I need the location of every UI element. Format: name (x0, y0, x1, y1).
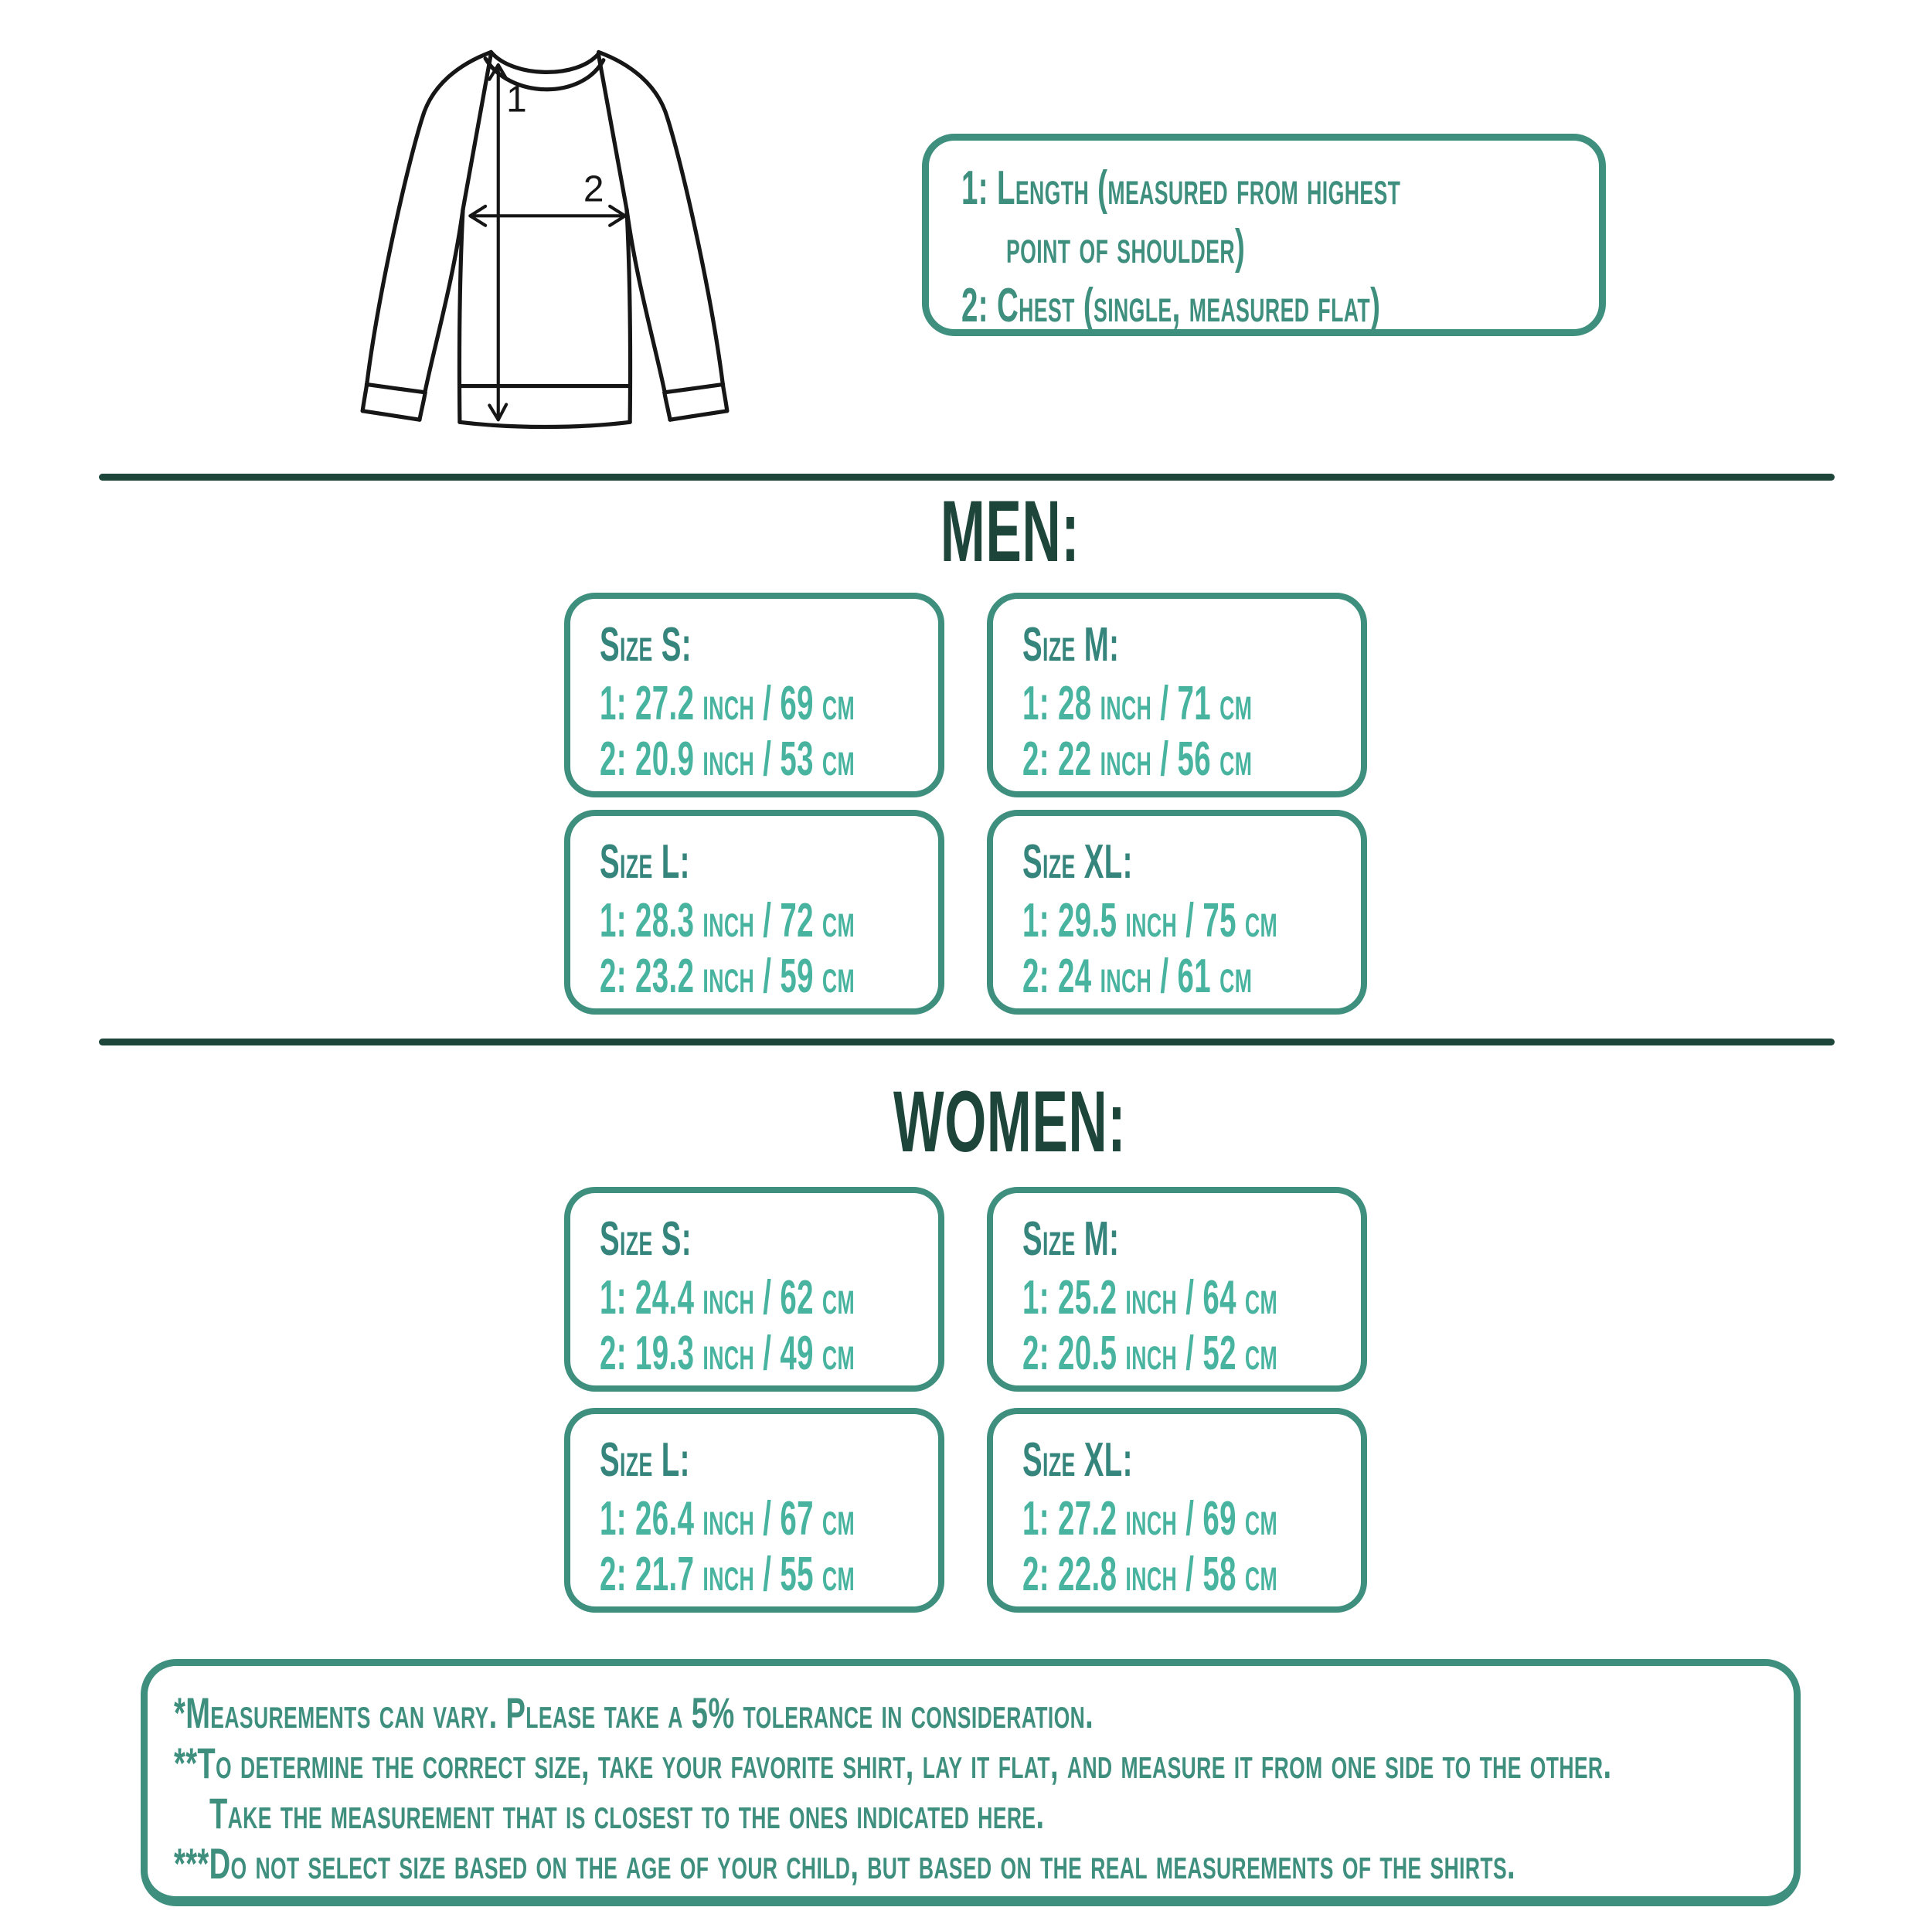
size-label (1022, 1209, 1361, 1270)
footnote-child-age (174, 1838, 1794, 1889)
footnote-child-age-text: ***Do not select size based on the age of your child, but based on the real measurements of the shirts. (174, 1839, 1516, 1888)
shirt-right-cuff-inner-path (665, 393, 670, 420)
size-length-value (600, 676, 938, 732)
shirt-left-cuff-top-path (366, 384, 425, 392)
size-label-text: Size M: (1022, 1212, 1120, 1266)
shirt-diagram (328, 23, 761, 437)
size-length-text: 1: 28 inch / 71 cm (1022, 677, 1253, 730)
size-chest-value (600, 1326, 938, 1382)
size-chest-value (1022, 1326, 1361, 1382)
men-size-m-box (987, 593, 1367, 797)
size-label (1022, 614, 1361, 676)
footnote-closest-measurement-text: Take the measurement that is closest to the ones indicated here. (209, 1789, 1045, 1838)
size-chest-value (1022, 732, 1361, 787)
shirt-hem-path (460, 422, 630, 427)
size-chest-text: 2: 23.2 inch / 59 cm (600, 950, 855, 1003)
size-chest-value (1022, 1547, 1361, 1603)
women-size-s-box (564, 1187, 944, 1392)
size-label (600, 1209, 938, 1270)
size-chest-value (1022, 949, 1361, 1005)
measurement-arrows (470, 65, 624, 420)
shirt-collar-inner-path (491, 52, 598, 72)
length-arrow-label: 1 (506, 79, 527, 121)
size-label (600, 1430, 938, 1491)
size-label (1022, 1430, 1361, 1491)
size-length-value (600, 1491, 938, 1547)
size-chest-value (600, 949, 938, 1005)
size-length-value (600, 1270, 938, 1326)
footnote-determine-size (174, 1738, 1794, 1788)
size-label (1022, 831, 1361, 893)
size-label-text: Size S: (600, 1212, 692, 1266)
shirt-left-cuff-inner-path (420, 393, 425, 420)
size-length-text: 1: 27.2 inch / 69 cm (600, 677, 855, 730)
shirt-right-cuff-outer-path (723, 386, 727, 411)
women-section-divider (99, 1039, 1835, 1045)
measurement-legend (922, 134, 1606, 336)
size-length-text: 1: 26.4 inch / 67 cm (600, 1492, 855, 1545)
size-label-text: Size L: (600, 835, 690, 889)
footnote-tolerance (174, 1688, 1794, 1738)
size-label (600, 614, 938, 676)
size-chest-text: 2: 22.8 inch / 58 cm (1022, 1548, 1278, 1601)
shirt-left-cuff-outer-path (362, 386, 366, 411)
size-chest-text: 2: 22 inch / 56 cm (1022, 733, 1253, 786)
size-label-text: Size M: (1022, 618, 1120, 671)
men-size-s-box (564, 593, 944, 797)
women-size-m-box (987, 1187, 1367, 1392)
size-label (600, 831, 938, 893)
women-section-title (0, 1073, 1932, 1170)
size-label-text: Size L: (600, 1433, 690, 1487)
shirt-right-cuff-top-path (665, 384, 723, 392)
size-label-text: Size XL: (1022, 835, 1133, 889)
men-section-title-text: MEN: (940, 483, 1080, 580)
men-section-title (0, 483, 1932, 580)
shirt-left-sleeve-inner-path (425, 209, 463, 391)
legend-line-2 (961, 218, 1583, 277)
size-length-value (1022, 1491, 1361, 1547)
shirt-raglan-left-path (463, 53, 491, 209)
size-length-text: 1: 29.5 inch / 75 cm (1022, 894, 1278, 947)
men-size-xl-box (987, 810, 1367, 1015)
size-length-text: 1: 24.4 inch / 62 cm (600, 1271, 855, 1324)
size-chest-value (600, 732, 938, 787)
size-length-text: 1: 27.2 inch / 69 cm (1022, 1492, 1278, 1545)
women-section-title-text: WOMEN: (893, 1073, 1127, 1170)
shirt-outline (362, 52, 727, 427)
size-length-text: 1: 25.2 inch / 64 cm (1022, 1271, 1278, 1324)
size-chest-text: 2: 20.9 inch / 53 cm (600, 733, 855, 786)
chest-arrow-label: 2 (583, 168, 604, 210)
legend-line-2-text: point of shoulder) (1006, 220, 1246, 274)
size-chest-text: 2: 24 inch / 61 cm (1022, 950, 1253, 1003)
footnote-closest-measurement (174, 1788, 1794, 1838)
size-chest-text: 2: 20.5 inch / 52 cm (1022, 1327, 1278, 1380)
shirt-left-cuff-bottom-path (362, 411, 420, 420)
legend-line-1-text: 1: Length (measured from highest (961, 161, 1401, 215)
shirt-right-cuff-bottom-path (670, 411, 727, 420)
size-length-value (1022, 676, 1361, 732)
size-length-value (1022, 893, 1361, 949)
size-length-text: 1: 28.3 inch / 72 cm (600, 894, 855, 947)
women-size-xl-box (987, 1408, 1367, 1613)
size-chest-text: 2: 21.7 inch / 55 cm (600, 1548, 855, 1601)
footnote-tolerance-text: *Measurements can vary. Please take a 5% tolerance in consideration. (174, 1688, 1094, 1737)
shirt-right-sleeve-inner-path (627, 209, 665, 391)
size-label-text: Size XL: (1022, 1433, 1133, 1487)
footnotes-box (141, 1659, 1801, 1906)
size-chest-text: 2: 19.3 inch / 49 cm (600, 1327, 855, 1380)
size-label-text: Size S: (600, 618, 692, 671)
legend-line-3 (961, 277, 1583, 335)
legend-line-1 (961, 159, 1583, 218)
legend-line-3-text: 2: Chest (single, measured flat) (961, 279, 1381, 332)
footnote-determine-size-text: **To determine the correct size, take your favorite shirt, lay it flat, and measure it from one side to the other. (174, 1739, 1612, 1787)
women-size-l-box (564, 1408, 944, 1613)
men-size-l-box (564, 810, 944, 1015)
shirt-body-right-path (627, 209, 631, 422)
size-chest-value (600, 1547, 938, 1603)
men-section-divider (99, 474, 1835, 481)
size-length-value (600, 893, 938, 949)
shirt-body-left-path (460, 209, 464, 422)
size-length-value (1022, 1270, 1361, 1326)
shirt-diagram-svg (328, 23, 761, 437)
